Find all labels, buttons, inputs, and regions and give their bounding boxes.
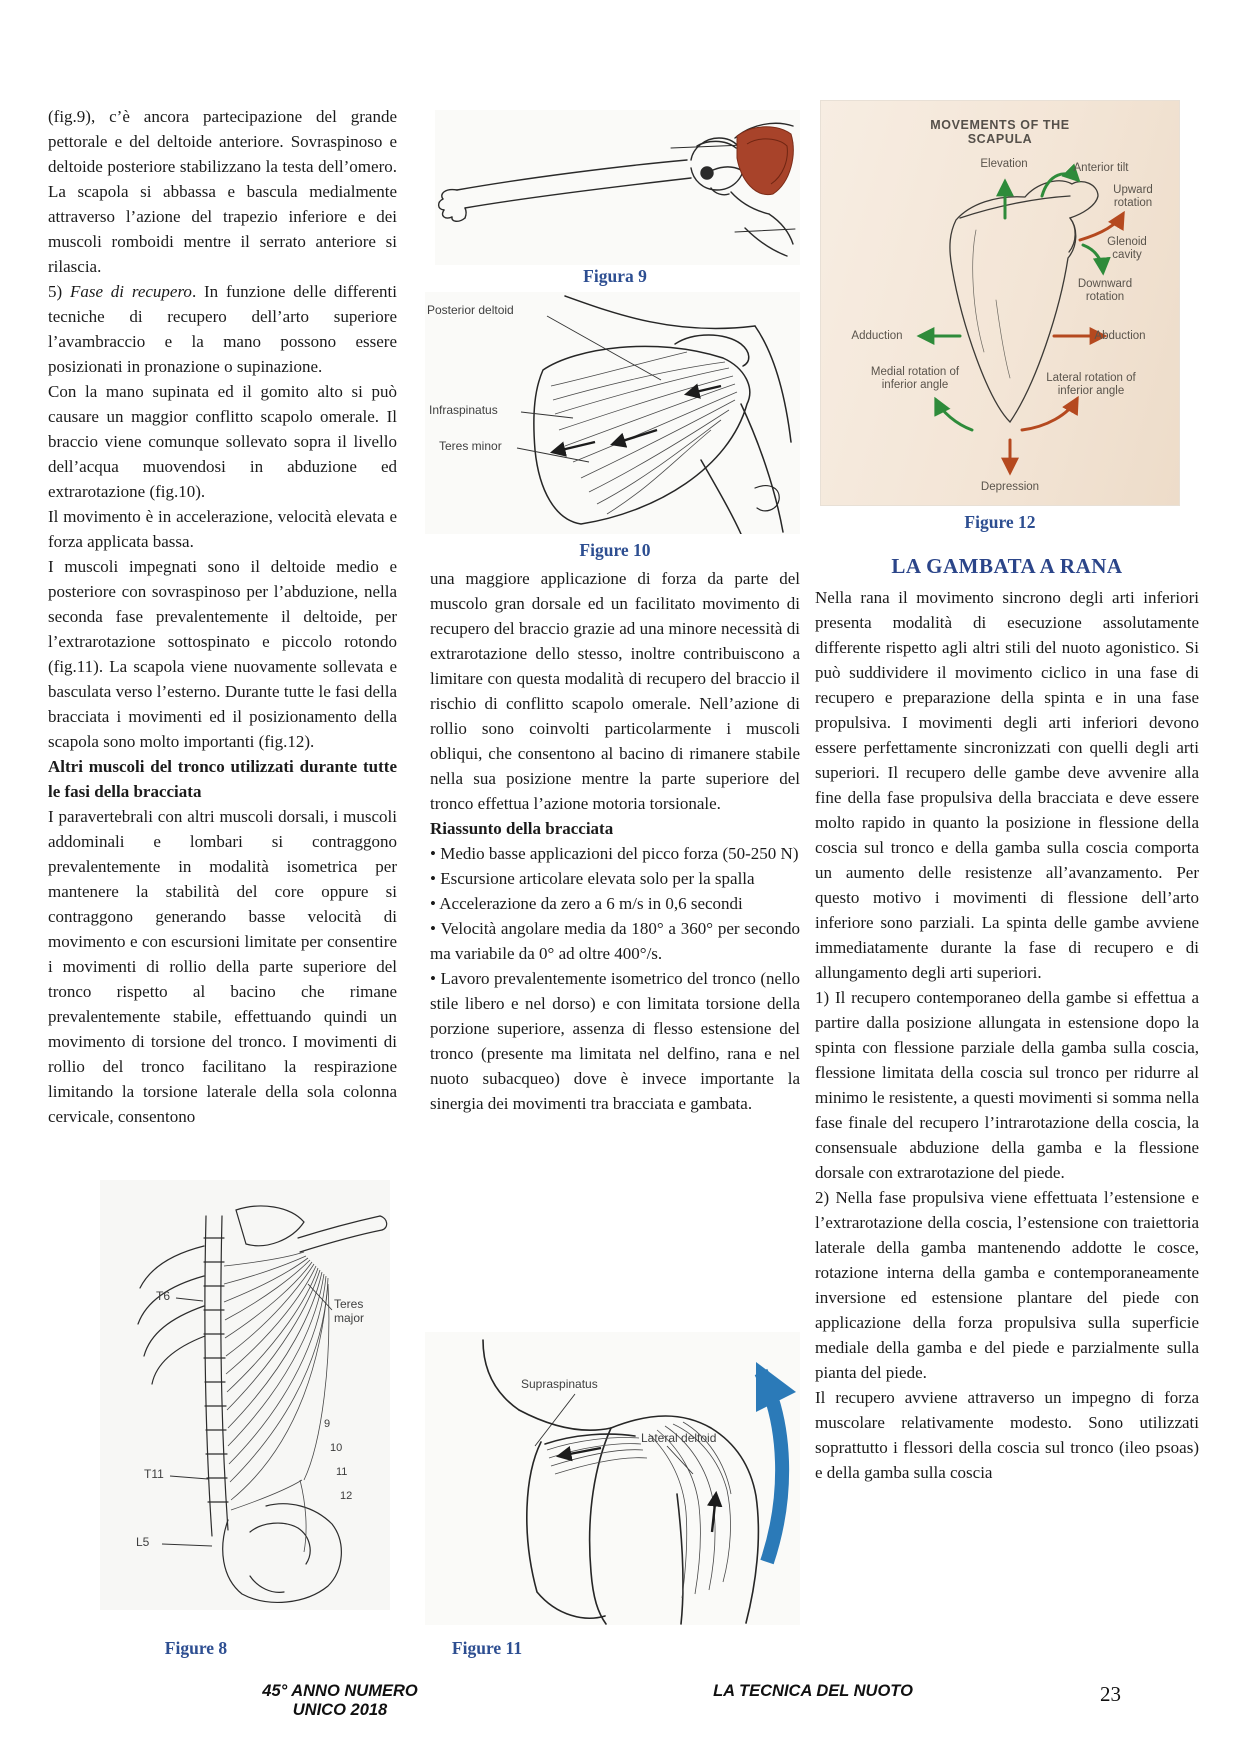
figure-10-label-posterior-deltoid: Posterior deltoid (427, 303, 514, 317)
figure-11-label-lateral-deltoid: Lateral deltoid (641, 1431, 717, 1445)
bullet-item (430, 866, 800, 891)
figure-8-label-teres-major: Teres major (334, 1297, 365, 1325)
figure-12-title: MOVEMENTS OF THE SCAPULA (930, 118, 1070, 146)
figure-8-rib-number: 11 (336, 1466, 348, 1478)
paragraph (48, 104, 397, 279)
bullet-marker: • (430, 969, 436, 988)
bullet-item (430, 891, 800, 916)
figure-8-label-l5: L5 (136, 1535, 150, 1549)
footer-edition: 45° ANNO NUMERO UNICO 2018 (262, 1682, 418, 1719)
figure-10-shoulder-muscles-illustration (425, 292, 800, 534)
figure-9-backstroke-recovery-illustration (435, 110, 800, 265)
paragraph (48, 279, 397, 379)
bullet-text: Velocità angolare media da 180° a 360° per secondo ma variabile da 0° ad oltre 400°/s. (430, 919, 801, 963)
figure-8-latissimus-dorsi-illustration (100, 1180, 390, 1610)
paragraph-text: I paravertebrali con altri muscoli dorsali, i muscoli addominali e lombari si contraggono prevalentemente in modalità isometrica per mantenere la stabilità del core oppure si contraggono generando basse velocità di movimento e con escursioni limitate per consentire i movimenti di rollio della parte superiore del tronco rispetto al bacino che rimane prevalentemente stabile, effettuando quindi un movimento di torsione del tronco. I movimenti di rollio del tronco facilitano la respirazione limitando la torsione laterale della sola colonna cervicale, consentono (48, 807, 397, 1126)
bullet-item (430, 966, 800, 1116)
figure-12-label-glenoid-cavity: Glenoid cavity (1107, 236, 1147, 262)
bullet-text: Escursione articolare elevata solo per la spalla (440, 869, 755, 888)
paragraph-text: 2) Nella fase propulsiva viene effettuata l’estensione e l’extrarotazione della coscia, l’estensione con traiettoria laterale della gamba mantenendo addotte le cosce, rotazione interna della gamba e contemporaneamente inversione ed estensione plantare del piede con applicazione della forza propulsiva sulla superficie mediale della gamba e del piede e parzialmente sulla pianta del piede. (815, 1188, 1199, 1382)
figure-12-label-lateral-rotation: Lateral rotation of inferior angle (1046, 372, 1136, 398)
bullet-item (430, 841, 800, 866)
bullet-text: Lavoro prevalentemente isometrico del tronco (nello stile libero e nel dorso) e con limitata torsione della porzione superiore, assenza di flesso estensione del tronco (presente ma limitata nel delfino, rana e nel nuoto subacqueo) dove è invece importante la sinergia dei movimenti tra bracciata e gambata. (430, 969, 801, 1113)
paragraph-text: (fig.9), c’è ancora partecipazione del grande pettorale e del deltoide anteriore. Sovraspinoso e deltoide posteriore stabilizzano la testa dell’omero. La scapola si abbassa e bascula medialmente attraverso l’azione del trapezio inferiore e dei muscoli romboidi mentre il serrato anteriore si rilascia. (48, 107, 397, 276)
figure-8-rib-number: 9 (324, 1418, 331, 1430)
bullet-marker: • (430, 894, 436, 913)
footer-journal-title: LA TECNICA DEL NUOTO (713, 1682, 913, 1700)
paragraph-text: Il movimento è in accelerazione, velocità elevata e forza applicata bassa. (48, 507, 397, 551)
paragraph-text: 1) Il recupero contemporaneo della gambe si effettua a partire dalla posizione allungata in estensione dopo la spinta con flessione parziale della gamba sulla coscia, flessione limitata della coscia sul tronco per ridurre al minimo le resistente, a questi movimenti si somma nella fase finale del recupero l’intrarotazione della coscia, la consensuale abduzione della gamba e la flessione dorsale con extrarotazione del piede. (815, 988, 1199, 1182)
figure-9-caption: Figura 9 (583, 266, 647, 286)
paragraph-text: Il recupero avviene attraverso un impegno di forza muscolare relativamente modesto. Sono utilizzati soprattutto i flessori della coscia sul tronco (ileo psoas) e della gamba sulla coscia (815, 1388, 1199, 1482)
paragraph (815, 1385, 1199, 1485)
paragraph-text: una maggiore applicazione di forza da parte del muscolo gran dorsale ed un facilitato movimento di recupero del braccio grazie ad una minore necessità di extrarotazione dello stesso, inoltre contribuiscono a limitare con questa modalità di recupero del braccio il rischio di conflitto scapolo omerale. Nell’azione di rollio sono coinvolti particolarmente i muscoli obliqui, che consentono al bacino di rimanere stabile nella sua posizione mentre la parte superiore del tronco effettua l’azione motoria torsionale. (430, 569, 800, 813)
bullet-text: Accelerazione da zero a 6 m/s in 0,6 secondi (439, 894, 743, 913)
figure-12-label-upward-rotation: Upward rotation (1113, 184, 1153, 210)
figure-11-caption: Figure 11 (451, 1638, 523, 1658)
figure-8-label-t6: T6 (156, 1289, 171, 1303)
figure-8-rib-number: 10 (330, 1442, 343, 1454)
figure-12-label-downward-rotation: Downward rotation (1077, 278, 1133, 304)
highlighted-muscle-shape (737, 127, 793, 195)
section-subheading: Riassunto della bracciata (430, 819, 614, 838)
paragraph (48, 554, 397, 754)
figure-8-rib-number: 12 (340, 1490, 353, 1502)
paragraph (48, 804, 397, 1129)
blue-abduction-arrow (761, 1372, 782, 1562)
figure-8-label-t11: T11 (144, 1467, 164, 1481)
paragraph (48, 504, 397, 554)
left-column (48, 104, 397, 1129)
figure-12-scapula-movements-diagram (820, 100, 1180, 506)
paragraph (430, 566, 800, 816)
paragraph-text: . In funzione delle differenti tecniche di recupero dell’arto superiore l’avambraccio e la mano possono essere posizionati in pronazione o supinazione. (48, 282, 397, 376)
paragraph (815, 985, 1199, 1185)
paragraph-text: Con la mano supinata ed il gomito alto si può causare un maggior conflitto scapolo omerale. Il braccio viene comunque sollevato sopra il livello dell’acqua muovendosi in abduzione ed extrarotazione (fig.10). (48, 382, 397, 501)
shoulder-line-art (425, 1332, 800, 1625)
section-heading-gambata-a-rana: LA GAMBATA A RANA (891, 554, 1123, 578)
figure-12-caption: Figure 12 (964, 512, 1036, 532)
bullet-marker: • (430, 919, 436, 938)
bullet-text: Medio basse applicazioni del picco forza (50-250 N) (440, 844, 799, 863)
bullet-item (430, 916, 800, 966)
section-subheading: Altri muscoli del tronco utilizzati durante tutte le fasi della bracciata (48, 757, 397, 801)
figure-12-label-elevation: Elevation (980, 158, 1028, 170)
page-number: 23 (1100, 1682, 1121, 1706)
paragraph (48, 379, 397, 504)
figure-12-label-adduction: Adduction (851, 330, 903, 342)
figure-10-label-teres-minor: Teres minor (439, 439, 502, 453)
paragraph (815, 1185, 1199, 1385)
figure-12-label-medial-rotation: Medial rotation of inferior angle (870, 366, 960, 392)
figure-12-label-anterior-tilt: Anterior tilt (1073, 162, 1129, 174)
paragraph-text: I muscoli impegnati sono il deltoide medio e posteriore con sovraspinoso per l’abduzione, nella seconda fase prevalentemente il deltoide, per l’extrarotazione sottospinato e piccolo rotondo (fig.11). La scapola viene nuovamente sollevata e basculata verso l’esterno. Durante tutte le fasi della bracciata i movimenti ed il posizionamento della scapola sono molto importanti (fig.12). (48, 557, 397, 751)
right-column (815, 585, 1199, 1485)
figure-12-label-depression: Depression (980, 481, 1040, 493)
figure-8-caption: Figure 8 (164, 1638, 228, 1658)
figure-12-label-abduction: Abduction (1094, 330, 1146, 342)
figure-11-shoulder-abduction-illustration (425, 1332, 800, 1625)
paragraph (815, 585, 1199, 985)
bullet-marker: • (430, 844, 436, 863)
figure-10-caption: Figure 10 (579, 540, 651, 560)
middle-column (430, 566, 800, 1116)
bullet-marker: • (430, 869, 436, 888)
paragraph-text: 5) (48, 282, 70, 301)
figure-10-label-infraspinatus: Infraspinatus (429, 403, 498, 417)
figure-11-label-supraspinatus: Supraspinatus (521, 1377, 598, 1391)
paragraph-text: Nella rana il movimento sincrono degli arti inferiori presenta modalità di esecuzione assolutamente differente rispetto agli altri stili del nuoto agonistico. Si può suddividere il movimento ciclico in una fase di recupero e preparazione della spinta e in una fase propulsiva. I movimenti degli arti inferiori devono essere perfettamente sincronizzati con quelli degli arti superiori. Il recupero delle gambe deve avvenire alla fine della fase propulsiva della bracciata e deve essere molto rapido in quanto la posizione in flessione della coscia sul tronco e della gamba sulla coscia comporta un aumento delle resistenze all’avanzamento. Per questo motivo i movimenti di flessione dell’arto inferiore sono parziali. La spinta delle gambe avviene immediatamente durante la fase di recupero e di allungamento degli arti superiori. (815, 588, 1199, 982)
italic-phrase: Fase di recupero (69, 282, 192, 301)
swimmer-line-art (435, 110, 800, 265)
